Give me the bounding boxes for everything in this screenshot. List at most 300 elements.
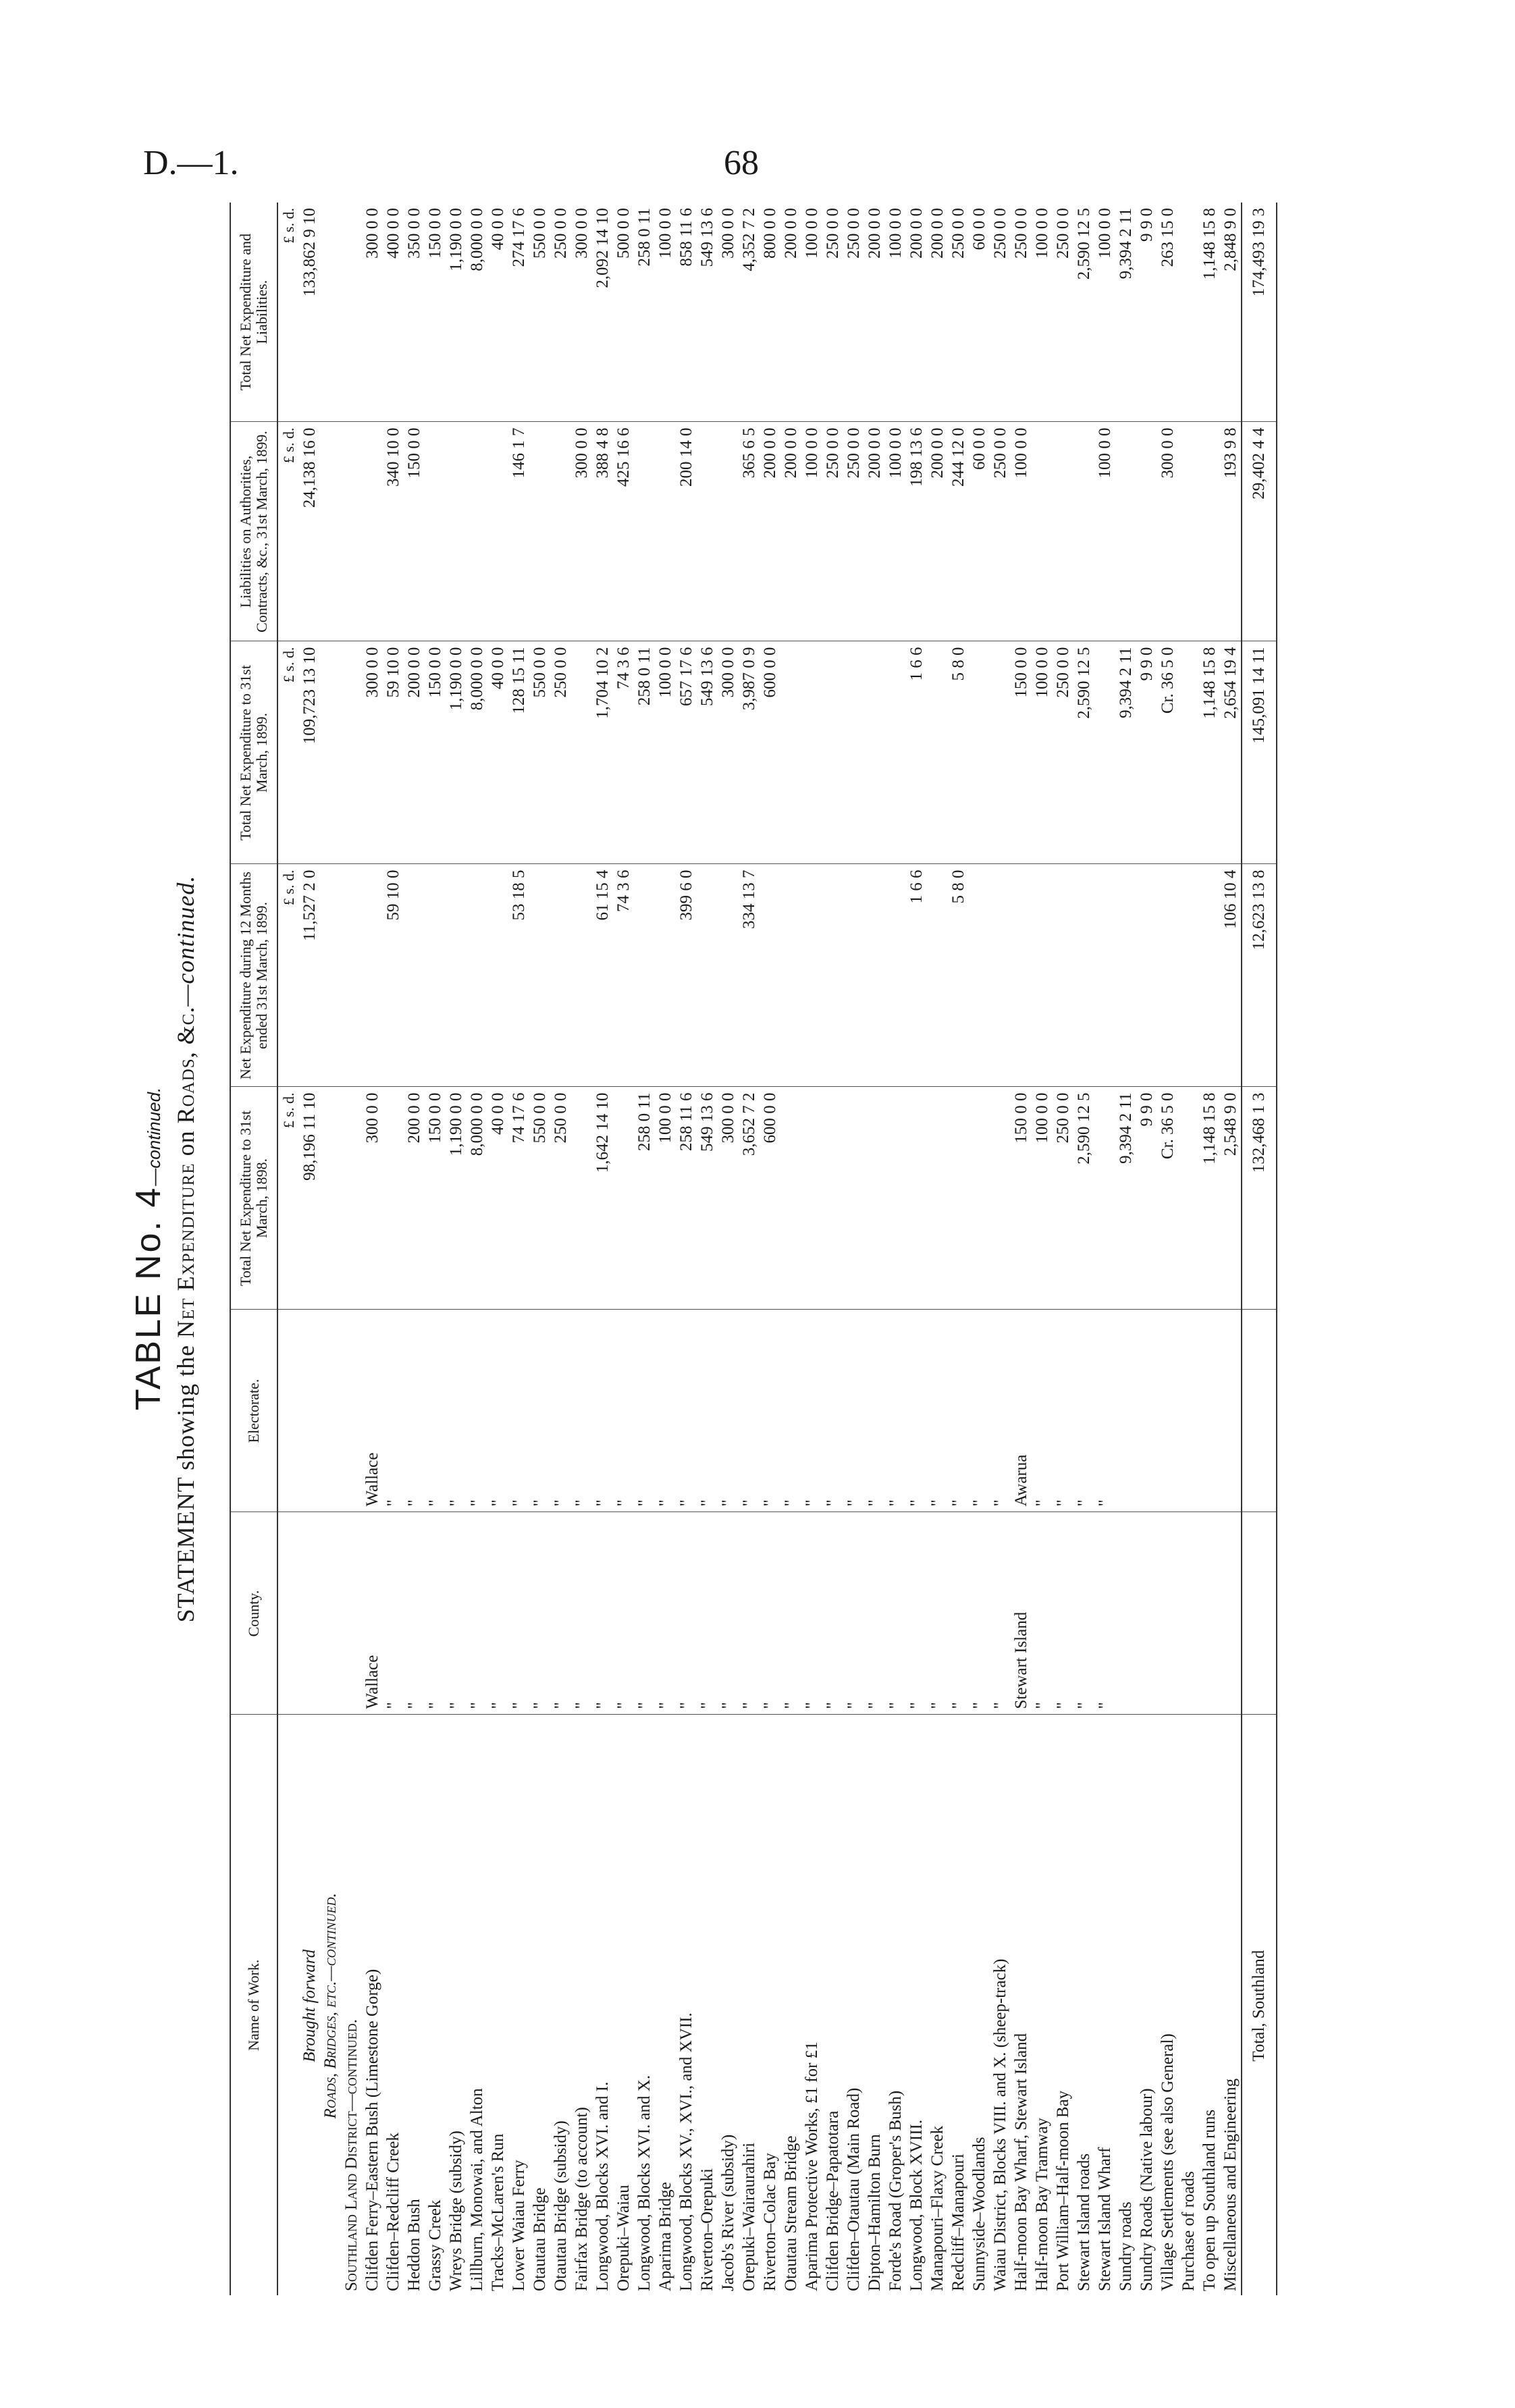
county-cell xyxy=(341,1512,362,1715)
amount-cell: 258 11 6 xyxy=(676,1087,697,1310)
electorate-cell: " xyxy=(760,1310,780,1512)
county-cell: " xyxy=(801,1512,822,1715)
work-name: Roads, Bridges, etc.—continued. xyxy=(321,1893,340,2119)
amount-cell: 9 9 0 xyxy=(1136,1087,1157,1310)
work-name: Jacob's River (subsidy) xyxy=(718,2134,737,2291)
amount-cell: 200 0 0 xyxy=(404,641,425,864)
electorate-cell xyxy=(341,1310,362,1512)
amount-cell: 61 15 4 xyxy=(592,864,613,1087)
amount-cell: 100 0 0 xyxy=(655,641,676,864)
electorate-cell xyxy=(1242,1310,1277,1512)
col-header-liabilities: Liabilities on Authorities, Contracts, &c., 31st March, 1899. xyxy=(230,422,277,641)
amount-cell xyxy=(780,641,801,864)
table-row xyxy=(760,203,780,2295)
table-row xyxy=(697,203,718,2295)
amount-cell: 1,704 10 2 xyxy=(592,641,613,864)
electorate-cell: " xyxy=(467,1310,487,1512)
county-cell: " xyxy=(1053,1512,1073,1715)
county-cell: " xyxy=(404,1512,425,1715)
col-header-total: Total Net Expenditure and Liabilities. xyxy=(230,203,277,422)
col-header-county: County. xyxy=(230,1512,277,1715)
amount-cell xyxy=(1178,203,1199,422)
amount-cell: 263 15 0 xyxy=(1157,203,1178,422)
table-row xyxy=(1011,203,1032,2295)
amount-cell: 600 0 0 xyxy=(760,1087,780,1310)
table-row xyxy=(885,203,906,2295)
electorate-cell: " xyxy=(843,1310,864,1512)
amount-cell: 2,848 9 0 xyxy=(1220,203,1242,422)
amount-cell xyxy=(780,864,801,1087)
amount-cell xyxy=(655,864,676,1087)
county-cell: " xyxy=(739,1512,760,1715)
amount-cell: 74 3 6 xyxy=(613,641,634,864)
amount-cell: 258 0 11 xyxy=(634,1087,655,1310)
amount-cell xyxy=(843,864,864,1087)
table-row xyxy=(613,203,634,2295)
amount-cell: 200 0 0 xyxy=(906,203,927,422)
work-name: Otautau Bridge (subsidy) xyxy=(551,2120,570,2291)
electorate-cell: " xyxy=(1053,1310,1073,1512)
amount-cell: 250 0 0 xyxy=(990,203,1011,422)
county-cell: " xyxy=(927,1512,948,1715)
table-title xyxy=(128,203,169,2295)
electorate-cell: " xyxy=(446,1310,467,1512)
amount-cell xyxy=(341,203,362,422)
amount-cell: 858 11 6 xyxy=(676,203,697,422)
amount-cell xyxy=(320,422,341,641)
col-header-to1899: Total Net Expenditure to 31st March, 1899. xyxy=(230,641,277,864)
electorate-cell: " xyxy=(718,1310,739,1512)
amount-cell: 1,148 15 8 xyxy=(1199,1087,1220,1310)
table-row xyxy=(425,203,446,2295)
county-cell: " xyxy=(1073,1512,1094,1715)
county-cell: " xyxy=(383,1512,404,1715)
amount-cell xyxy=(655,422,676,641)
work-name: Lillburn, Monowai, and Alton xyxy=(467,2088,486,2291)
amount-cell: 244 12 0 xyxy=(948,422,969,641)
table-row xyxy=(508,203,529,2295)
county-cell xyxy=(1199,1512,1220,1715)
table-row xyxy=(676,203,697,2295)
electorate-cell xyxy=(320,1310,341,1512)
amount-cell xyxy=(1157,864,1178,1087)
electorate-cell: " xyxy=(990,1310,1011,1512)
work-name: Forde's Road (Groper's Bush) xyxy=(886,2090,905,2291)
amount-cell xyxy=(697,864,718,1087)
electorate-cell: " xyxy=(697,1310,718,1512)
amount-cell xyxy=(927,864,948,1087)
electorate-cell: " xyxy=(969,1310,990,1512)
amount-cell: 100 0 0 xyxy=(655,1087,676,1310)
work-name: Miscellaneous and Engineering xyxy=(1221,2078,1240,2291)
amount-cell: 100 0 0 xyxy=(1011,422,1032,641)
total-row xyxy=(1242,203,1277,2295)
amount-cell xyxy=(885,864,906,1087)
electorate-cell: " xyxy=(425,1310,446,1512)
work-name: Redcliff–Manapouri xyxy=(949,2153,967,2291)
county-cell: " xyxy=(550,1512,571,1715)
table-row xyxy=(1073,203,1094,2295)
county-cell: " xyxy=(948,1512,969,1715)
table-row xyxy=(341,203,362,2295)
electorate-cell: " xyxy=(948,1310,969,1512)
work-name: Longwood, Block XVIII. xyxy=(907,2119,926,2291)
county-cell: " xyxy=(1032,1512,1053,1715)
amount-cell: 9,394 2 11 xyxy=(1115,1087,1136,1310)
amount-cell xyxy=(843,641,864,864)
amount-cell: 1,148 15 8 xyxy=(1199,203,1220,422)
county-cell: " xyxy=(760,1512,780,1715)
amount-cell: 2,654 19 4 xyxy=(1220,641,1242,864)
work-name: Orepuki–Wairaurahiri xyxy=(739,2142,758,2291)
county-cell: " xyxy=(613,1512,634,1715)
amount-cell: 150 0 0 xyxy=(425,1087,446,1310)
amount-cell: 100 0 0 xyxy=(801,422,822,641)
amount-cell xyxy=(906,1087,927,1310)
amount-cell: 300 0 0 xyxy=(1157,422,1178,641)
county-cell xyxy=(1220,1512,1242,1715)
work-name: Manapouri–Flaxy Creek xyxy=(928,2125,947,2291)
col-header-to1898: Total Net Expenditure to 31st March, 1898. xyxy=(230,1087,277,1310)
amount-cell: 550 0 0 xyxy=(529,1087,550,1310)
total-label: Total, Southland xyxy=(1242,1715,1277,2295)
amount-cell xyxy=(320,1087,341,1310)
table-subtitle xyxy=(171,203,200,2295)
work-name: Clifden Bridge–Papatotara xyxy=(823,2110,842,2291)
amount-cell: 100 0 0 xyxy=(1032,1087,1053,1310)
amount-cell: 53 18 5 xyxy=(508,864,529,1087)
amount-cell: 250 0 0 xyxy=(822,203,843,422)
county-cell xyxy=(1178,1512,1199,1715)
amount-cell: 198 13 6 xyxy=(906,422,927,641)
amount-cell xyxy=(1178,641,1199,864)
electorate-cell: Awarua xyxy=(1011,1310,1032,1512)
amount-cell: 60 0 0 xyxy=(969,203,990,422)
amount-cell: 100 0 0 xyxy=(1094,422,1115,641)
electorate-cell: " xyxy=(906,1310,927,1512)
amount-cell: 250 0 0 xyxy=(550,641,571,864)
amount-cell xyxy=(1053,864,1073,1087)
table-row xyxy=(320,203,341,2295)
amount-cell: 1,190 0 0 xyxy=(446,1087,467,1310)
electorate-cell: " xyxy=(780,1310,801,1512)
electorate-cell: " xyxy=(508,1310,529,1512)
work-name: Riverton–Orepuki xyxy=(697,2168,716,2291)
amount-cell: 200 0 0 xyxy=(864,422,885,641)
county-cell: " xyxy=(487,1512,508,1715)
amount-cell xyxy=(320,203,341,422)
amount-cell: 250 0 0 xyxy=(843,422,864,641)
county-cell xyxy=(1136,1512,1157,1715)
county-cell xyxy=(299,1512,320,1715)
electorate-cell: " xyxy=(1032,1310,1053,1512)
amount-cell: 1 6 6 xyxy=(906,864,927,1087)
table-row xyxy=(801,203,822,2295)
table-row xyxy=(1115,203,1136,2295)
amount-cell xyxy=(613,1087,634,1310)
currency-unit-row xyxy=(277,203,299,2295)
amount-cell: 250 0 0 xyxy=(990,422,1011,641)
amount-cell: 400 0 0 xyxy=(383,203,404,422)
amount-cell: 200 0 0 xyxy=(864,203,885,422)
amount-cell xyxy=(383,1087,404,1310)
amount-cell: 250 0 0 xyxy=(1053,203,1073,422)
table-row xyxy=(634,203,655,2295)
table-row xyxy=(1199,203,1220,2295)
table-row xyxy=(843,203,864,2295)
currency-units: £ s. d. xyxy=(277,864,299,1087)
amount-cell: 100 0 0 xyxy=(1032,203,1053,422)
amount-cell: 74 3 6 xyxy=(613,864,634,1087)
col-header-name: Name of Work. xyxy=(230,1715,277,2295)
currency-units: £ s. d. xyxy=(277,203,299,422)
table-title-block xyxy=(128,203,200,2295)
amount-cell: 399 6 0 xyxy=(676,864,697,1087)
amount-cell: 100 0 0 xyxy=(801,203,822,422)
amount-cell xyxy=(320,864,341,1087)
table-row xyxy=(592,203,613,2295)
amount-cell xyxy=(529,422,550,641)
work-name: To open up Southland runs xyxy=(1200,2109,1219,2291)
table-row xyxy=(780,203,801,2295)
amount-cell xyxy=(404,864,425,1087)
amount-cell: 250 0 0 xyxy=(1053,1087,1073,1310)
table-row xyxy=(529,203,550,2295)
amount-cell xyxy=(341,864,362,1087)
amount-cell xyxy=(1178,422,1199,641)
electorate-cell: " xyxy=(613,1310,634,1512)
amount-cell xyxy=(990,1087,1011,1310)
amount-cell: 200 0 0 xyxy=(404,1087,425,1310)
amount-cell: 106 10 4 xyxy=(1220,864,1242,1087)
county-cell: " xyxy=(529,1512,550,1715)
county-cell: " xyxy=(822,1512,843,1715)
amount-cell xyxy=(780,1087,801,1310)
amount-cell xyxy=(1178,1087,1199,1310)
table-row xyxy=(948,203,969,2295)
amount-cell xyxy=(571,641,592,864)
amount-cell: 350 0 0 xyxy=(404,203,425,422)
amount-cell xyxy=(801,864,822,1087)
electorate-cell: " xyxy=(655,1310,676,1512)
amount-cell: 200 0 0 xyxy=(780,422,801,641)
amount-cell xyxy=(1178,864,1199,1087)
table-row xyxy=(739,203,760,2295)
electorate-cell: " xyxy=(801,1310,822,1512)
subtitle-part-1: STATEMENT showing the xyxy=(172,1337,199,1623)
amount-cell xyxy=(362,864,383,1087)
work-name: Heddon Bush xyxy=(404,2199,423,2291)
amount-cell xyxy=(969,1087,990,1310)
amount-cell: 250 0 0 xyxy=(1053,641,1073,864)
amount-cell xyxy=(1115,864,1136,1087)
amount-cell: 150 0 0 xyxy=(1011,1087,1032,1310)
work-name: Clifden Ferry–Eastern Bush (Limestone Gorge) xyxy=(363,1969,381,2291)
amount-cell: 74 17 6 xyxy=(508,1087,529,1310)
amount-cell: 657 17 6 xyxy=(676,641,697,864)
amount-cell xyxy=(550,864,571,1087)
amount-cell: 250 0 0 xyxy=(550,203,571,422)
work-name: Port William–Half-moon Bay xyxy=(1053,2090,1072,2291)
amount-cell: 200 0 0 xyxy=(927,422,948,641)
amount-cell xyxy=(1199,864,1220,1087)
amount-cell xyxy=(341,1087,362,1310)
electorate-cell: " xyxy=(927,1310,948,1512)
work-name: Stewart Island Wharf xyxy=(1095,2147,1114,2291)
amount-cell: 300 0 0 xyxy=(362,1087,383,1310)
electorate-cell: Wallace xyxy=(362,1310,383,1512)
amount-cell: 4,352 7 2 xyxy=(739,203,760,422)
total-amount-cell: 132,468 1 3 xyxy=(1242,1087,1277,1310)
work-name: Fairfax Bridge (to account) xyxy=(572,2107,591,2291)
currency-units: £ s. d. xyxy=(277,1087,299,1310)
amount-cell xyxy=(843,1087,864,1310)
work-name: Aparima Protective Works, £1 for £1 xyxy=(802,2041,821,2291)
amount-cell: 8,000 0 0 xyxy=(467,1087,487,1310)
amount-cell: 300 0 0 xyxy=(362,641,383,864)
table-row xyxy=(550,203,571,2295)
amount-cell xyxy=(320,641,341,864)
amount-cell: 8,000 0 0 xyxy=(467,641,487,864)
amount-cell xyxy=(864,864,885,1087)
amount-cell: 365 6 5 xyxy=(739,422,760,641)
page-number: 68 xyxy=(724,144,759,182)
amount-cell xyxy=(1094,1087,1115,1310)
work-name: Otautau Stream Bridge xyxy=(781,2135,800,2291)
amount-cell xyxy=(1032,864,1053,1087)
county-cell: " xyxy=(508,1512,529,1715)
amount-cell: 59 10 0 xyxy=(383,641,404,864)
work-name: Clifden–Redcliff Creek xyxy=(383,2133,402,2291)
amount-cell: 1,148 15 8 xyxy=(1199,641,1220,864)
table-row xyxy=(1157,203,1178,2295)
amount-cell xyxy=(1136,864,1157,1087)
electorate-cell: " xyxy=(529,1310,550,1512)
amount-cell xyxy=(550,422,571,641)
work-name: Southland Land District—continued. xyxy=(342,2019,361,2291)
amount-cell: 200 0 0 xyxy=(780,203,801,422)
county-cell xyxy=(320,1512,341,1715)
amount-cell: 40 0 0 xyxy=(487,203,508,422)
amount-cell xyxy=(571,864,592,1087)
amount-cell xyxy=(1199,422,1220,641)
amount-cell xyxy=(822,864,843,1087)
amount-cell xyxy=(718,422,739,641)
amount-cell xyxy=(446,864,467,1087)
electorate-cell: " xyxy=(1073,1310,1094,1512)
electorate-cell: " xyxy=(822,1310,843,1512)
electorate-cell: " xyxy=(739,1310,760,1512)
amount-cell: 2,092 14 10 xyxy=(592,203,613,422)
total-amount-cell: 145,091 14 11 xyxy=(1242,641,1277,864)
work-name: Orepuki–Waiau xyxy=(614,2185,633,2291)
county-cell xyxy=(1157,1512,1178,1715)
amount-cell xyxy=(1094,641,1115,864)
county-cell: Wallace xyxy=(362,1512,383,1715)
county-cell: " xyxy=(780,1512,801,1715)
table-title-suffix: —continued. xyxy=(144,1087,164,1186)
county-cell: " xyxy=(718,1512,739,1715)
amount-cell xyxy=(1073,864,1094,1087)
amount-cell xyxy=(467,422,487,641)
amount-cell xyxy=(927,1087,948,1310)
work-name: Dipton–Hamilton Burn xyxy=(865,2134,884,2291)
county-cell: " xyxy=(697,1512,718,1715)
amount-cell xyxy=(1094,864,1115,1087)
amount-cell: 100 0 0 xyxy=(655,203,676,422)
work-name: Sundry Roads (Native labour) xyxy=(1137,2088,1156,2291)
amount-cell: 1 6 6 xyxy=(906,641,927,864)
amount-cell: 425 16 6 xyxy=(613,422,634,641)
amount-cell xyxy=(1136,422,1157,641)
county-cell: " xyxy=(634,1512,655,1715)
amount-cell xyxy=(487,422,508,641)
amount-cell xyxy=(822,1087,843,1310)
table-row xyxy=(906,203,927,2295)
work-name: Otautau Bridge xyxy=(530,2187,549,2291)
subtitle-part-2: Net Expenditure xyxy=(172,1162,199,1338)
amount-cell xyxy=(1032,422,1053,641)
amount-cell: 300 0 0 xyxy=(718,1087,739,1310)
amount-cell: 9 9 0 xyxy=(1136,641,1157,864)
work-name: Riverton–Colac Bay xyxy=(760,2153,779,2291)
amount-cell: 300 0 0 xyxy=(571,422,592,641)
amount-cell: 1,642 14 10 xyxy=(592,1087,613,1310)
amount-cell: 3,987 0 9 xyxy=(739,641,760,864)
total-amount-cell: 174,493 19 3 xyxy=(1242,203,1277,422)
electorate-cell: " xyxy=(383,1310,404,1512)
county-cell: " xyxy=(467,1512,487,1715)
county-cell: " xyxy=(885,1512,906,1715)
subtitle-part-3: on xyxy=(172,1123,199,1163)
table-row xyxy=(1094,203,1115,2295)
currency-units: £ s. d. xyxy=(277,422,299,641)
table-row xyxy=(446,203,467,2295)
table-row xyxy=(1178,203,1199,2295)
amount-cell: 11,527 2 0 xyxy=(299,864,320,1087)
amount-cell xyxy=(990,641,1011,864)
amount-cell: 250 0 0 xyxy=(948,203,969,422)
county-cell: " xyxy=(425,1512,446,1715)
electorate-cell xyxy=(1115,1310,1136,1512)
amount-cell: 200 0 0 xyxy=(927,203,948,422)
work-name: Tracks–McLaren's Run xyxy=(488,2133,507,2291)
col-header-during: Net Expenditure during 12 Months ended 31st March, 1899. xyxy=(230,864,277,1087)
amount-cell xyxy=(634,864,655,1087)
electorate-cell xyxy=(299,1310,320,1512)
table-row xyxy=(362,203,383,2295)
amount-cell: 250 0 0 xyxy=(1011,203,1032,422)
amount-cell: 128 15 11 xyxy=(508,641,529,864)
amount-cell: 193 9 8 xyxy=(1220,422,1242,641)
amount-cell: 100 0 0 xyxy=(885,422,906,641)
work-name: Aparima Bridge xyxy=(656,2182,674,2291)
table-row xyxy=(718,203,739,2295)
work-name: Longwood, Blocks XV., XVI., and XVII. xyxy=(676,2012,695,2291)
amount-cell: 549 13 6 xyxy=(697,641,718,864)
table-row xyxy=(383,203,404,2295)
amount-cell xyxy=(487,864,508,1087)
table-row xyxy=(1220,203,1242,2295)
amount-cell: 100 0 0 xyxy=(1032,641,1053,864)
work-name: Purchase of roads xyxy=(1179,2171,1198,2291)
electorate-cell: " xyxy=(885,1310,906,1512)
amount-cell: 200 0 0 xyxy=(760,422,780,641)
amount-cell: 1,190 0 0 xyxy=(446,641,467,864)
electorate-cell: " xyxy=(571,1310,592,1512)
work-name: Half-moon Bay Wharf, Stewart Island xyxy=(1011,2033,1030,2291)
amount-cell: 1,190 0 0 xyxy=(446,203,467,422)
